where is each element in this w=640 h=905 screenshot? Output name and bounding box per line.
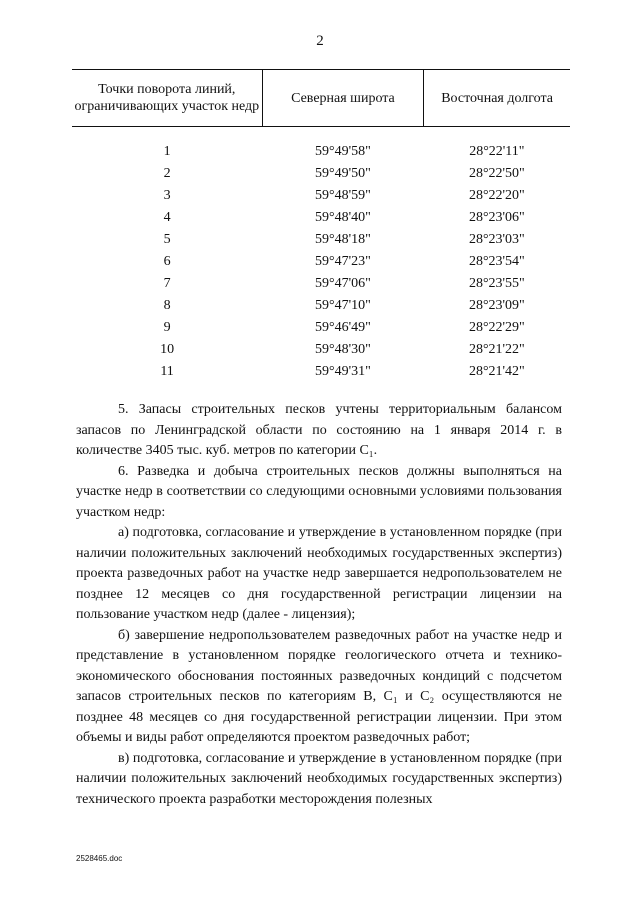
header-latitude: Северная широта (262, 70, 424, 127)
latitude-cell: 59°48'59" (315, 188, 371, 203)
point-number: 2 (163, 166, 171, 181)
table-row (72, 163, 570, 185)
latitude-cell: 59°47'06" (315, 276, 371, 291)
table-row (72, 339, 570, 361)
latitude-cell: 59°47'23" (315, 254, 371, 269)
table-row (72, 251, 570, 273)
body-text (76, 400, 562, 810)
point-number: 5 (163, 232, 171, 247)
longitude-cell: 28°22'20" (468, 188, 525, 203)
point-number: 9 (163, 320, 171, 335)
table-row (72, 185, 570, 207)
latitude-cell: 59°48'30" (315, 342, 371, 357)
table-header-row (72, 70, 570, 127)
longitude-cell: 28°23'03" (468, 232, 525, 247)
latitude-cell: 59°46'49" (315, 320, 371, 335)
point-number: 6 (163, 254, 171, 269)
latitude-cell: 59°49'31" (315, 364, 371, 379)
table-row (72, 207, 570, 229)
table-row (72, 317, 570, 339)
paragraph-6b: б) завершение недропользователем разведочных работ на участке недр и представление в установленном порядке геологического отчета и технико-экономического обоснования постоянных разведочных кондиций с подсчетом запасов строительных песков по категориям B, C₁ и C₂ осуществляются не позднее 48 месяцев со дня государственной регистрации лицензии. При этом объемы и виды работ определяются проектом разведочных работ; (76, 627, 562, 745)
table-row (72, 229, 570, 251)
paragraph-5: 5. Запасы строительных песков учтены территориальным балансом запасов по Ленинградской области по состоянию на 1 января 2014 г. в количестве 3405 тыс. куб. метров по категории C₁. (76, 402, 562, 458)
paragraph-6: 6. Разведка и добыча строительных песков должны выполняться на участке недр в соответствии со следующими основными условиями пользования участком недр: (76, 463, 562, 520)
point-number: 1 (163, 144, 171, 159)
latitude-cell: 59°49'50" (315, 166, 371, 181)
longitude-cell: 28°23'09" (468, 298, 525, 313)
header-points: Точки поворота линий, ограничивающих участок недр (72, 70, 262, 127)
latitude-cell: 59°48'18" (315, 232, 371, 247)
page-number: 2 (316, 33, 324, 49)
table-row (72, 361, 570, 383)
coordinates-table (72, 69, 570, 383)
longitude-cell: 28°22'11" (469, 144, 525, 159)
latitude-cell: 59°49'58" (315, 144, 371, 159)
point-number: 4 (163, 210, 171, 225)
header-longitude: Восточная долгота (424, 70, 570, 127)
latitude-cell: 59°47'10" (315, 298, 371, 313)
point-number: 8 (163, 298, 171, 313)
point-number: 10 (160, 342, 175, 357)
longitude-cell: 28°21'42" (468, 364, 525, 379)
paragraph-6a: а) подготовка, согласование и утверждение в установленном порядке (при наличии положительных заключений необходимых государственных экспертиз) проекта разведочных работ на участке недр завершается недропользователем не позднее 12 месяцев со дня государственной регистрации лицензии на пользование участком недр (далее - лицензия); (76, 525, 562, 622)
table-body (72, 127, 570, 384)
point-number: 7 (163, 276, 171, 291)
latitude-cell: 59°48'40" (315, 210, 371, 225)
longitude-cell: 28°22'50" (468, 166, 525, 181)
table-row (72, 273, 570, 295)
longitude-cell: 28°21'22" (468, 342, 525, 357)
longitude-cell: 28°23'55" (468, 276, 525, 291)
longitude-cell: 28°23'06" (468, 210, 525, 225)
file-name-footer: 2528465.doc (76, 854, 123, 863)
longitude-cell: 28°22'29" (468, 320, 525, 335)
paragraph-6v: в) подготовка, согласование и утверждение в установленном порядке (при наличии положительных заключений необходимых государственных экспертиз) технического проекта разработки месторождения полезных (76, 750, 562, 807)
table-row (72, 295, 570, 317)
point-number: 3 (163, 188, 171, 203)
point-number: 11 (160, 364, 174, 379)
table-row (72, 127, 570, 164)
longitude-cell: 28°23'54" (468, 254, 525, 269)
